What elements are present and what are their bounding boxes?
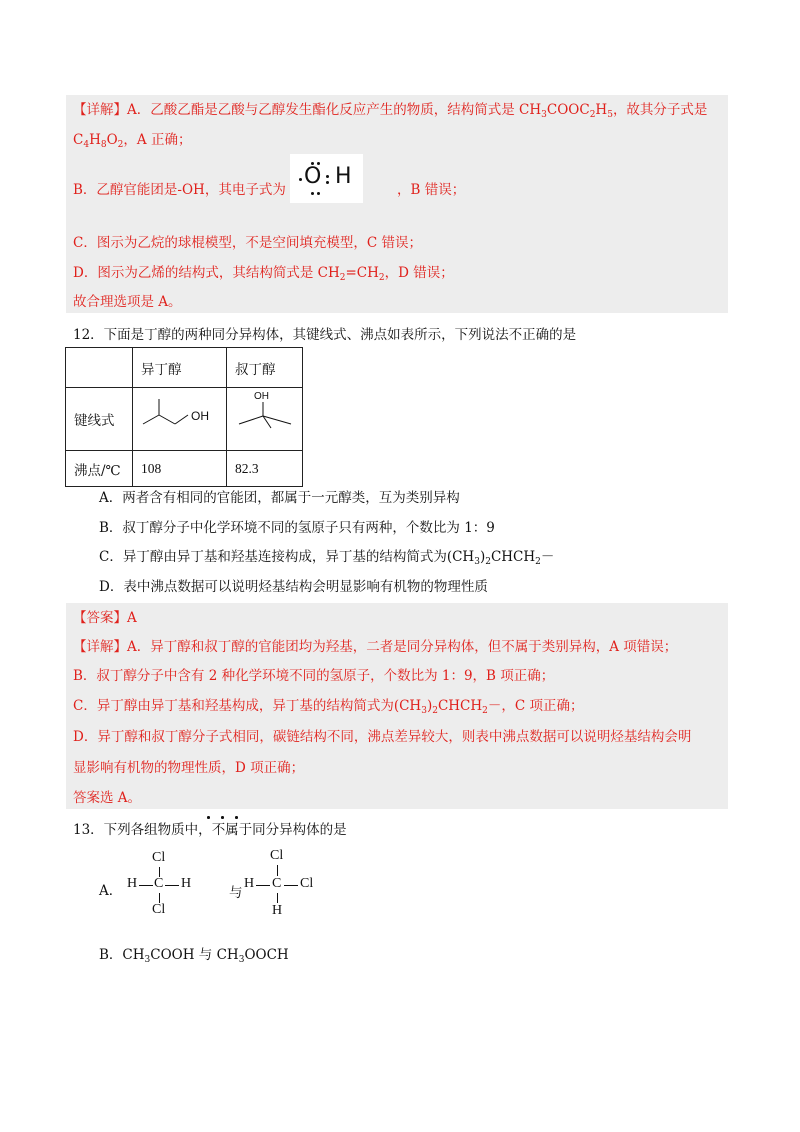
q12-explain-c: C．异丁醇由异丁基和羟基构成，异丁基的结构简式为$(CH_3)_2CHCH_2-$，C 项正确； [73,698,584,716]
explanation-conclusion: 故合理选项是 A。 [73,294,182,310]
q13-option-b: B．$CH_3COOH$ 与 $CH_3OOCH$ [99,947,289,965]
explanation-b-post: ，B 错误； [397,182,466,198]
explanation-a-line2: $C_4H_8O_2$，A 正确； [73,132,192,150]
q12-explain-b: B．叔丁醇分子中含有 2 种化学环境不同的氢原子，个数比为 1：9，B 项正确； [73,668,555,684]
explanation-a-line1: 【详解】A．乙酸乙酯是乙酸与乙醇发生酯化反应产生的物质，结构简式是 $CH_3COOC_2H_5$，故其分子式是 [73,102,708,120]
tert-butanol-boiling-point: 82.3 [227,451,303,487]
q12-option-a: A．两者含有相同的官能团，都属于一元醇类，互为类别异构 [99,490,460,506]
emphasis-dot [207,816,210,819]
explanation-tag: 【详解】 [73,102,127,118]
q13-option-a-label: A． [99,883,123,899]
table-row-label-boiling-point: 沸点/℃ [66,451,133,487]
q12-option-c: C．异丁醇由异丁基和羟基连接构成，异丁基的结构简式为$(CH_3)_2CHCH_2-$ [99,549,555,567]
question-12-stem: 12．下面是丁醇的两种同分异构体，其键线式、沸点如表所示，下列说法不正确的是 [73,327,577,343]
document-page: 【详解】A．乙酸乙酯是乙酸与乙醇发生酯化反应产生的物质，结构简式是 $CH_3COOC_2H_5$，故其分子式是 $C_4H_8O_2$，A 正确； B．乙醇官能团是-OH，其电子式为 O H ，B 错误； C．图示为乙烷的球棍模型，不是空间填充模型，C 错误； D．图示为乙烯的结构式，其结构简式是 $CH_2=CH_2$，D 错误； 故合理选项是 A。 12．下面是丁醇的两种同分异构体，其键线式、沸点如表所示，下列说法不正确的是 异丁醇 叔丁醇 键线式 OH OH 沸点/℃ 108 82.3 A．两者含有相同的官能团，都属于一元醇类，互为类别异构 B．叔丁醇分子中化学环境不同的氢原子只有两种，个数比为 1：9 C．异丁醇由异丁基和羟基连接构成，异丁基的结构简式为$(CH_3)_2CHCH_2-$ D．表中沸点数据可以说明烃基结构会明显影响有机物的物理性质 【答案】A 【详解】A．异丁醇和叔丁醇的官能团均为羟基，二者是同分异构体，但不属于类别异构，A 项错误； B．叔丁醇分子中含有 2 种化学环境不同的氢原子，个数比为 1：9，B 项正确； C．异丁醇由异丁基和羟基构成，异丁基的结构简式为$(CH_3)_2CHCH_2-$，C 项正确； D．异丁醇和叔丁醇分子式相同，碳链结构不同，沸点差异较大，则表中沸点数据可以说明烃基结构会明 显影响有机物的物理性质，D 项正确； 答案选 A。 13．下列各组物质中，不属于同分异构体的是 A． Cl H C H Cl 与 Cl H C Cl H B．$CH_3COOH$ 与 $CH_3OOCH$ [0,0,800,1132]
tert-butanol-oh-label: OH [254,391,269,402]
isomer-table [65,347,303,487]
explanation-c: C．图示为乙烷的球棍模型，不是空间填充模型，C 错误； [73,235,422,251]
explanation-b-pre: B．乙醇官能团是-OH，其电子式为 [73,182,286,198]
isobutanol-skeletal-svg [133,388,226,446]
table-header-isobutanol: 异丁醇 [133,348,227,388]
q12-explain-d2: 显影响有机物的物理性质，D 项正确； [73,760,305,776]
tert-butanol-skeletal-svg [227,388,302,446]
isobutanol-boiling-point: 108 [133,451,227,487]
emphasis-dot [235,816,238,819]
emphasized-not-belong: 不属 [211,822,239,838]
isobutanol-skeletal-formula [133,388,227,451]
q13-yu-connector: 与 [229,885,243,901]
tert-butanol-skeletal-formula [227,388,303,451]
q12-answer: 【答案】A [73,610,137,626]
emphasis-dot [221,816,224,819]
lewis-oxygen: O [304,164,322,189]
q12-explain-a: 【详解】A．异丁醇和叔丁醇的官能团均为羟基，二者是同分异构体，但不属于类别异构，A 项错误； [73,639,678,655]
explanation-d: D．图示为乙烯的结构式，其结构简式是 $CH_2=CH_2$，D 错误； [73,265,454,283]
table-header-tert-butanol: 叔丁醇 [227,348,303,388]
q12-option-b: B．叔丁醇分子中化学环境不同的氢原子只有两种，个数比为 1：9 [99,520,495,536]
lewis-hydrogen: H [335,164,352,189]
q12-conclusion: 答案选 A。 [73,790,142,806]
isobutanol-oh-label: OH [191,409,209,423]
q12-explain-d1: D．异丁醇和叔丁醇分子式相同，碳链结构不同，沸点差异较大，则表中沸点数据可以说明烃基结构会明 [73,729,692,745]
table-row-label-skeletal: 键线式 [66,388,133,451]
ethanol-oh-electron-formula [290,154,363,203]
q12-option-d: D．表中沸点数据可以说明烃基结构会明显影响有机物的物理性质 [99,579,488,595]
question-13-stem: 13．下列各组物质中，不属于同分异构体的是 [73,822,347,838]
